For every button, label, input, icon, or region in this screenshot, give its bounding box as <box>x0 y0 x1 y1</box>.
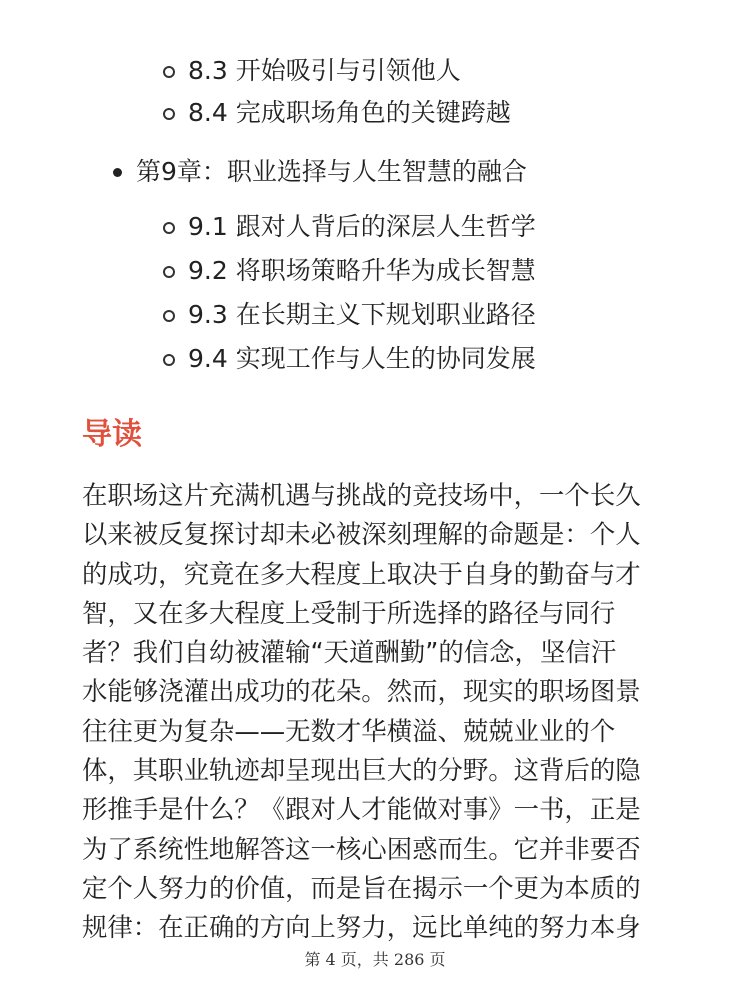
paragraph-line: 以来被反复探讨却未必被深刻理解的命题是：个人 <box>82 519 641 550</box>
circle-bullet-icon <box>163 222 175 234</box>
paragraph-line: 智，又在多大程度上受制于所选择的路径与同行 <box>82 597 616 628</box>
toc-item-9-4[interactable]: 9.4 实现工作与人生的协同发展 <box>188 344 536 373</box>
paragraph-line: 水能够浇灌出成功的花朵。然而，现实的职场图景 <box>82 676 641 707</box>
circle-bullet-icon <box>163 354 175 366</box>
circle-bullet-icon <box>163 310 175 322</box>
circle-bullet-icon <box>163 66 175 78</box>
toc-item-8-3[interactable]: 8.3 开始吸引与引领他人 <box>188 56 461 85</box>
paragraph-line: 规律：在正确的方向上努力，远比单纯的努力本身 <box>82 912 641 943</box>
paragraph-line: 者？我们自幼被灌输“天道酬勤”的信念，坚信汗 <box>82 637 617 668</box>
toc-item-9-2[interactable]: 9.2 将职场策略升华为成长智慧 <box>188 256 536 285</box>
circle-bullet-icon <box>163 108 175 120</box>
page-number-footer: 第 4 页，共 286 页 <box>304 950 446 969</box>
paragraph-line: 体，其职业轨迹却呈现出巨大的分野。这背后的隐 <box>82 755 641 786</box>
paragraph-line: 往往更为复杂——无数才华横溢、兢兢业业的个 <box>82 715 616 746</box>
disc-bullet-icon <box>113 168 122 177</box>
toc-chapter-9[interactable]: 第9章：职业选择与人生智慧的融合 <box>136 157 527 186</box>
toc-item-8-4[interactable]: 8.4 完成职场角色的关键跨越 <box>188 98 511 127</box>
paragraph-line: 形推手是什么？《跟对人才能做对事》一书，正是 <box>82 794 641 825</box>
toc-item-9-1[interactable]: 9.1 跟对人背后的深层人生哲学 <box>188 212 536 241</box>
paragraph-line: 为了系统性地解答这一核心困惑而生。它并非要否 <box>82 833 641 864</box>
toc-item-9-3[interactable]: 9.3 在长期主义下规划职业路径 <box>188 300 536 329</box>
circle-bullet-icon <box>163 266 175 278</box>
intro-paragraph <box>82 476 672 948</box>
paragraph-line: 的成功，究竟在多大程度上取决于自身的勤奋与才 <box>82 558 641 589</box>
intro-heading: 导读 <box>82 417 142 452</box>
paragraph-line: 定个人努力的价值，而是旨在揭示一个更为本质的 <box>82 872 641 903</box>
paragraph-line: 在职场这片充满机遇与挑战的竞技场中，一个长久 <box>82 480 641 510</box>
